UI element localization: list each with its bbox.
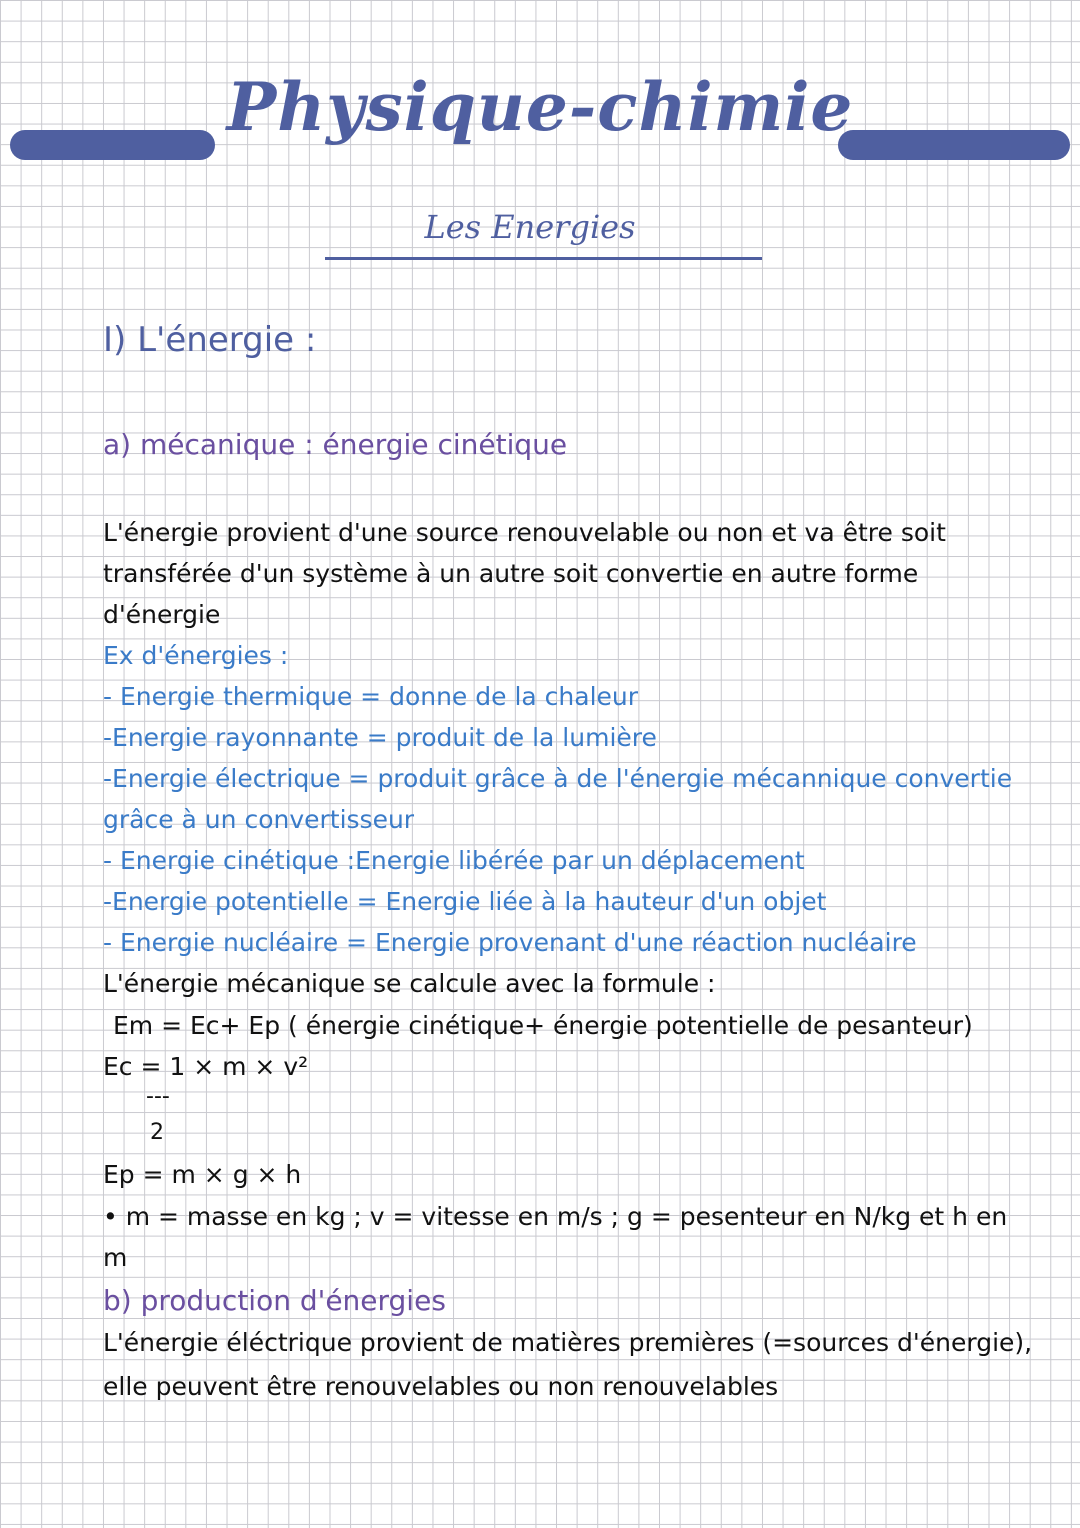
subsection-b-heading: b) production d'énergies xyxy=(103,1284,446,1317)
formula-intro: L'énergie mécanique se calcule avec la formule : xyxy=(103,969,716,998)
formula-ec: Ec = 1 × m × v² xyxy=(103,1052,309,1081)
subtitle-underline xyxy=(325,257,762,260)
intro-line-2: transférée d'un système à un autre soit convertie en autre forme xyxy=(103,559,919,588)
fraction-bar: --- xyxy=(146,1084,170,1109)
production-line-1: L'énergie éléctrique provient de matières premières (=sources d'énergie), xyxy=(103,1328,1033,1357)
intro-line-1: L'énergie provient d'une source renouvelable ou non et va être soit xyxy=(103,518,946,547)
page-title: Physique-chimie xyxy=(226,68,854,146)
example-radiant: -Energie rayonnante = produit de la lumière xyxy=(103,723,657,752)
units-line-2: m xyxy=(103,1243,128,1272)
formula-em: Em = Ec+ Ep ( énergie cinétique+ énergie potentielle de pesanteur) xyxy=(113,1011,973,1040)
example-nuclear: - Energie nucléaire = Energie provenant d'une réaction nucléaire xyxy=(103,928,917,957)
example-potential: -Energie potentielle = Energie liée à la hauteur d'un objet xyxy=(103,887,827,916)
example-thermal: - Energie thermique = donne de la chaleur xyxy=(103,682,639,711)
subsection-a-heading: a) mécanique : énergie cinétique xyxy=(103,428,568,461)
example-electric-cont: grâce à un convertisseur xyxy=(103,805,415,834)
fraction-denominator: 2 xyxy=(150,1120,164,1145)
production-line-2: elle peuvent être renouvelables ou non renouvelables xyxy=(103,1372,779,1401)
example-electric: -Energie électrique = produit grâce à de l'énergie mécannique convertie xyxy=(103,764,1013,793)
example-kinetic: - Energie cinétique :Energie libérée par un déplacement xyxy=(103,846,805,875)
examples-title: Ex d'énergies : xyxy=(103,641,289,670)
page-subtitle: Les Energies xyxy=(424,208,636,246)
units-line-1: • m = masse en kg ; v = vitesse en m/s ; g = pesenteur en N/kg et h en xyxy=(103,1202,1008,1231)
formula-ep: Ep = m × g × h xyxy=(103,1160,302,1189)
intro-line-3: d'énergie xyxy=(103,600,221,629)
section-heading: I) L'énergie : xyxy=(103,320,317,360)
